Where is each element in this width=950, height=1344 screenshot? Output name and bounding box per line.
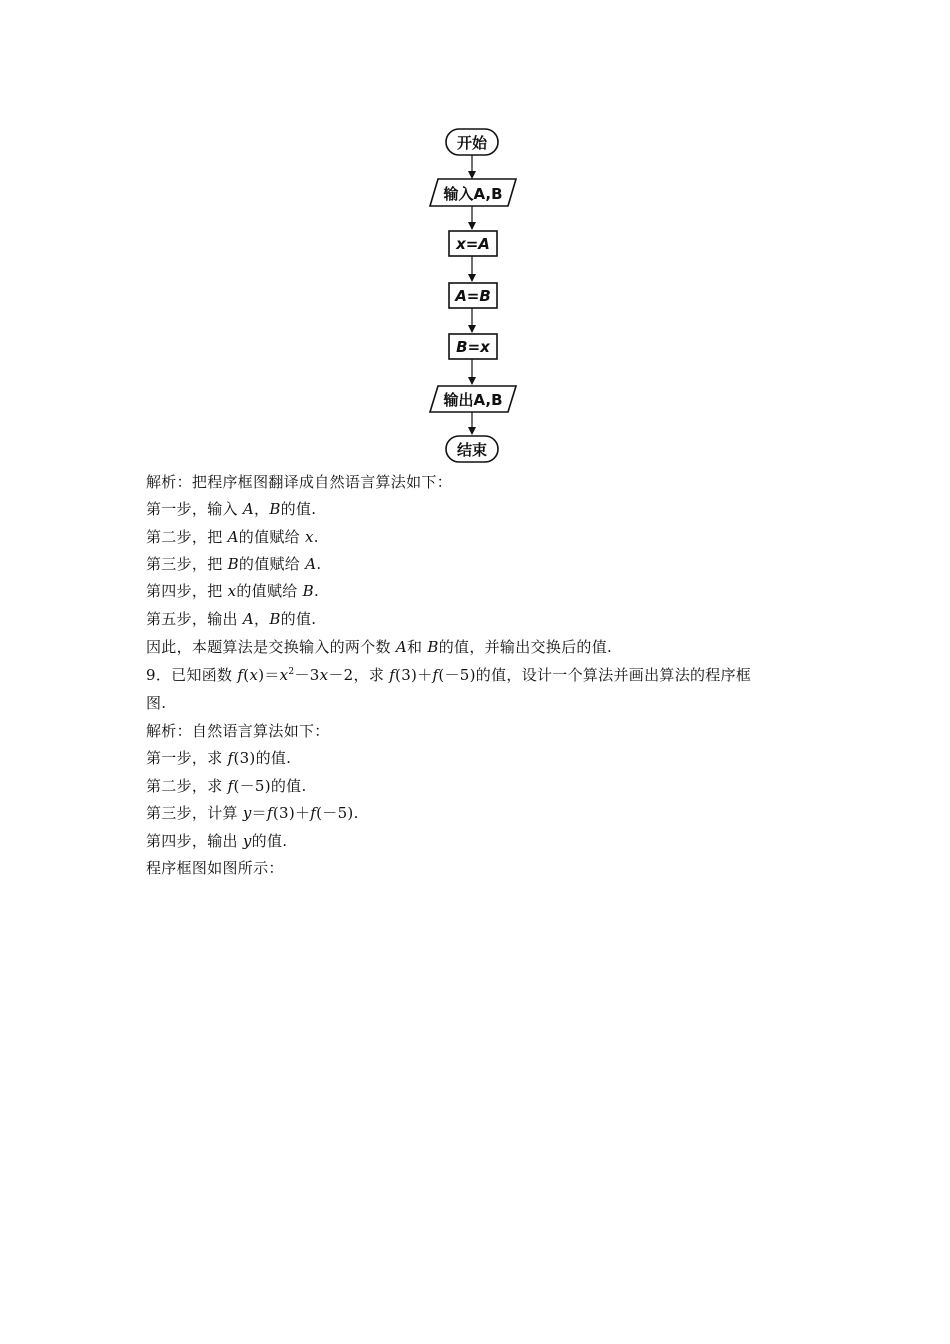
- text-run: (3)＋: [395, 666, 433, 684]
- math-var: f: [227, 749, 234, 767]
- math-var: x: [305, 528, 314, 546]
- math-var: x: [319, 666, 329, 684]
- step-three-line: [146, 554, 321, 574]
- math-var: A: [305, 555, 317, 573]
- math-var: f: [432, 666, 439, 684]
- math-var: B: [269, 610, 281, 628]
- output-label: 输出A,B: [443, 391, 503, 409]
- step-five-line: [146, 609, 316, 629]
- end-terminal: [446, 436, 498, 462]
- math-var: y: [242, 804, 252, 822]
- math-var: B: [269, 500, 281, 518]
- math-var: A: [395, 638, 408, 656]
- process-b-equals-x: [449, 334, 497, 359]
- text-run: 的值.: [251, 832, 288, 850]
- math-var: f: [310, 804, 317, 822]
- text-run: ＝: [251, 804, 267, 822]
- math-var: A: [242, 610, 255, 628]
- text-run: 第四步，把: [146, 582, 228, 600]
- superscript: 2: [288, 667, 295, 677]
- text-run: 图.: [146, 694, 167, 712]
- text-run: 第三步，计算: [146, 804, 243, 822]
- text-run: 的值赋给: [238, 528, 305, 546]
- flowchart-diagram: [0, 0, 950, 470]
- output-parallelogram: [430, 386, 516, 412]
- text-run: 解析：自然语言算法如下：: [146, 722, 330, 740]
- math-var: x: [249, 666, 259, 684]
- process-1-label: x=A: [456, 235, 490, 253]
- text-run: 第一步，输入: [146, 500, 243, 518]
- text-run: (－5).: [316, 804, 359, 822]
- math-var: f: [266, 804, 273, 822]
- math-var: y: [242, 832, 252, 850]
- math-var: B: [302, 582, 314, 600]
- input-label: 输入A,B: [443, 185, 503, 203]
- text-run: 第五步，输出: [146, 610, 243, 628]
- process-x-equals-a: [449, 231, 497, 256]
- math-var: B: [227, 555, 239, 573]
- start-label: 开始: [456, 134, 488, 152]
- analysis-heading-2: [146, 721, 330, 741]
- process-2-label: A=B: [455, 287, 491, 305]
- text-run: .: [313, 582, 320, 600]
- math-var: B: [427, 638, 439, 656]
- step-three-line-2: [146, 803, 359, 823]
- text-run: 第二步，求: [146, 777, 228, 795]
- text-run: ，: [254, 610, 270, 628]
- input-parallelogram: [430, 179, 516, 206]
- math-var: A: [242, 500, 255, 518]
- math-var: f: [237, 666, 244, 684]
- math-var: A: [227, 528, 239, 546]
- text-run: 第二步，把: [146, 528, 228, 546]
- text-run: 的值赋给: [236, 582, 303, 600]
- text-run: )＝: [258, 666, 280, 684]
- math-var: f: [227, 777, 234, 795]
- step-four-line: [146, 581, 319, 601]
- start-terminal: [446, 129, 498, 155]
- text-run: 的值，并输出交换后的值.: [438, 638, 613, 656]
- step-one-line-2: [146, 748, 291, 768]
- step-two-line-2: [146, 776, 307, 796]
- text-run: 解析：把程序框图翻译成自然语言算法如下：: [146, 473, 453, 491]
- text-run: (3)＋: [272, 804, 311, 822]
- text-run: 的值赋给: [238, 555, 306, 573]
- flowchart-caption: [146, 858, 284, 878]
- text-run: 第三步，把: [146, 555, 228, 573]
- problem-9-line: [146, 665, 751, 685]
- text-run: (－5)的值.: [233, 777, 307, 795]
- text-run: .: [316, 555, 322, 573]
- text-run: 9．已知函数: [146, 666, 238, 684]
- text-run: －3: [294, 666, 320, 684]
- text-run: (－5)的值，设计一个算法并画出算法的程序框: [438, 666, 752, 684]
- text-run: 的值.: [280, 610, 317, 628]
- end-label: 结束: [456, 441, 488, 459]
- math-var: f: [389, 666, 396, 684]
- text-run: (: [243, 666, 250, 684]
- text-run: －2，求: [328, 666, 390, 684]
- process-3-label: B=x: [456, 338, 490, 356]
- conclusion-line: [146, 637, 612, 657]
- text-run: 第四步，输出: [146, 832, 243, 850]
- text-run: 第一步，求: [146, 749, 228, 767]
- text-run: 和: [407, 638, 428, 656]
- analysis-heading: [146, 472, 452, 492]
- process-a-equals-b: [449, 283, 497, 308]
- text-run: (3)的值.: [233, 749, 292, 767]
- text-run: 的值.: [280, 500, 317, 518]
- text-run: 因此，本题算法是交换输入的两个数: [146, 638, 396, 656]
- step-one-line: [146, 499, 316, 519]
- step-four-line-2: [146, 831, 287, 851]
- math-var: x: [279, 666, 289, 684]
- problem-9-continuation: [146, 693, 166, 713]
- math-var: x: [227, 582, 237, 600]
- step-two-line: [146, 527, 319, 547]
- text-run: .: [313, 528, 319, 546]
- text-run: 程序框图如图所示：: [146, 859, 284, 877]
- text-run: ，: [254, 500, 270, 518]
